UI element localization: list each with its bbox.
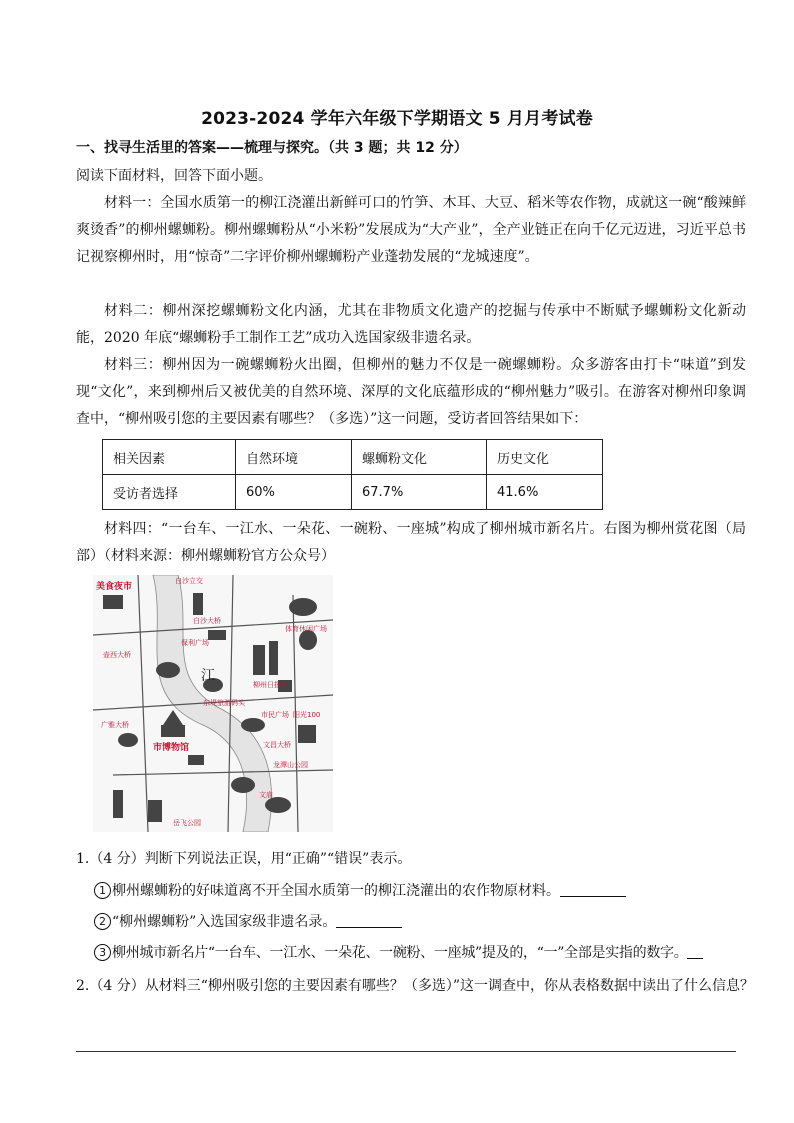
item-number: 2: [94, 913, 111, 930]
question-1-stem: 1.（4 分）判断下列说法正误，用“正确”“错误”表示。: [76, 851, 412, 867]
table-cell: 自然环境: [236, 440, 352, 475]
item-text: 柳州城市新名片“一台车、一江水、一朵花、一碗粉、一座城”提及的，“一”全部是实指的数字。: [112, 945, 688, 961]
item-text: 柳州螺蛳粉的好味道离不开全国水质第一的柳江浇灌出的农作物原材料。: [112, 883, 560, 899]
map-label: 市民广场: [261, 711, 289, 719]
material-two: 材料二：柳州深挖螺蛳粉文化内涵，尤其在非物质文化遗产的挖掘与传承中不断赋予螺蛳粉文化新动能，2020 年底“螺蛳粉手工制作工艺”成功入选国家级非遗名录。: [76, 303, 746, 346]
table-cell: 受访者选择: [103, 475, 236, 510]
section-heading: 一、找寻生活里的答案——梳理与探究。（共 3 题；共 12 分）: [76, 140, 468, 156]
reading-intro: 阅读下面材料，回答下面小题。: [76, 168, 272, 184]
flower-map-image: [93, 575, 333, 832]
map-label: 壶西大桥: [103, 651, 131, 659]
map-label: 东堤旅游码头: [203, 699, 245, 707]
map-label: 美食夜市: [96, 582, 133, 592]
table-header-row: [103, 440, 603, 475]
answer-blank[interactable]: [687, 944, 703, 959]
material-one: 材料一：全国水质第一的柳江浇灌出新鲜可口的竹笋、木耳、大豆、稻米等农作物，成就这一碗“酸辣鲜爽烫香”的柳州螺蛳粉。柳州螺蛳粉从“小米粉”发展成为“大产业”，全产业链正在向千亿元迈进，习近平总书记视察柳州时，用“惊奇”二字评价柳州螺蛳粉产业蓬勃发展的“龙城速度”。: [76, 195, 746, 265]
question-2-stem: 2.（4 分）从材料三“柳州吸引您的主要因素有哪些？（多选）”这一调查中，你从表格数据中读出了什么信息？: [76, 978, 755, 994]
question-1-item-2: [94, 911, 402, 933]
map-label: 市博物馆: [153, 743, 190, 753]
map-label: 体育休闲广场: [285, 625, 327, 633]
map-label: 文昌大桥: [263, 741, 291, 749]
answer-blank[interactable]: [336, 913, 402, 928]
map-label: 广雅大桥: [101, 721, 129, 729]
table-cell: 螺蛳粉文化: [352, 440, 487, 475]
table-cell: 相关因素: [103, 440, 236, 475]
material-four: 材料四：“一台车、一江水、一朵花、一碗粉、一座城”构成了柳州城市新名片。右图为柳州赏花图（局部）（材料来源：柳州螺蛳粉官方公众号）: [76, 521, 746, 564]
exam-title: 2023-2024 学年六年级下学期语文 5 月月考试卷: [201, 109, 593, 129]
table-cell: 历史文化: [487, 440, 603, 475]
map-label: 岳飞公园: [173, 819, 201, 827]
table-cell: 67.7%: [352, 475, 487, 510]
map-label: 龙潭山公园: [273, 761, 308, 769]
map-label: 江: [201, 668, 215, 684]
table-cell: 60%: [236, 475, 352, 510]
survey-table: [102, 439, 603, 510]
map-label: 阳光100: [293, 711, 321, 719]
material-three: 材料三：柳州因为一碗螺蛳粉火出圈，但柳州的魅力不仅是一碗螺蛳粉。众多游客由打卡“味道”到发现“文化”，来到柳州后又被优美的自然环境、深厚的文化底蕴形成的“柳州魅力”吸引。在游客对柳州印象调查中，“柳州吸引您的主要因素有哪些？（多选）”这一问题，受访者回答结果如下：: [76, 357, 746, 427]
question-1-item-1: [94, 880, 626, 902]
map-label: 柳州日报社: [253, 681, 288, 689]
table-row: [103, 475, 603, 510]
map-label: 文庙: [259, 791, 273, 799]
map-label: 白沙大桥: [193, 617, 221, 625]
question-1-item-3: [94, 942, 703, 964]
answer-line[interactable]: [76, 1051, 736, 1052]
table-cell: 41.6%: [487, 475, 603, 510]
item-number: 1: [94, 882, 111, 899]
item-number: 3: [94, 944, 111, 961]
item-text: “柳州螺蛳粉”入选国家级非遗名录。: [112, 914, 337, 930]
answer-blank[interactable]: [560, 882, 626, 897]
map-label: 白沙立交: [175, 577, 203, 585]
map-label: 保利广场: [181, 639, 209, 647]
